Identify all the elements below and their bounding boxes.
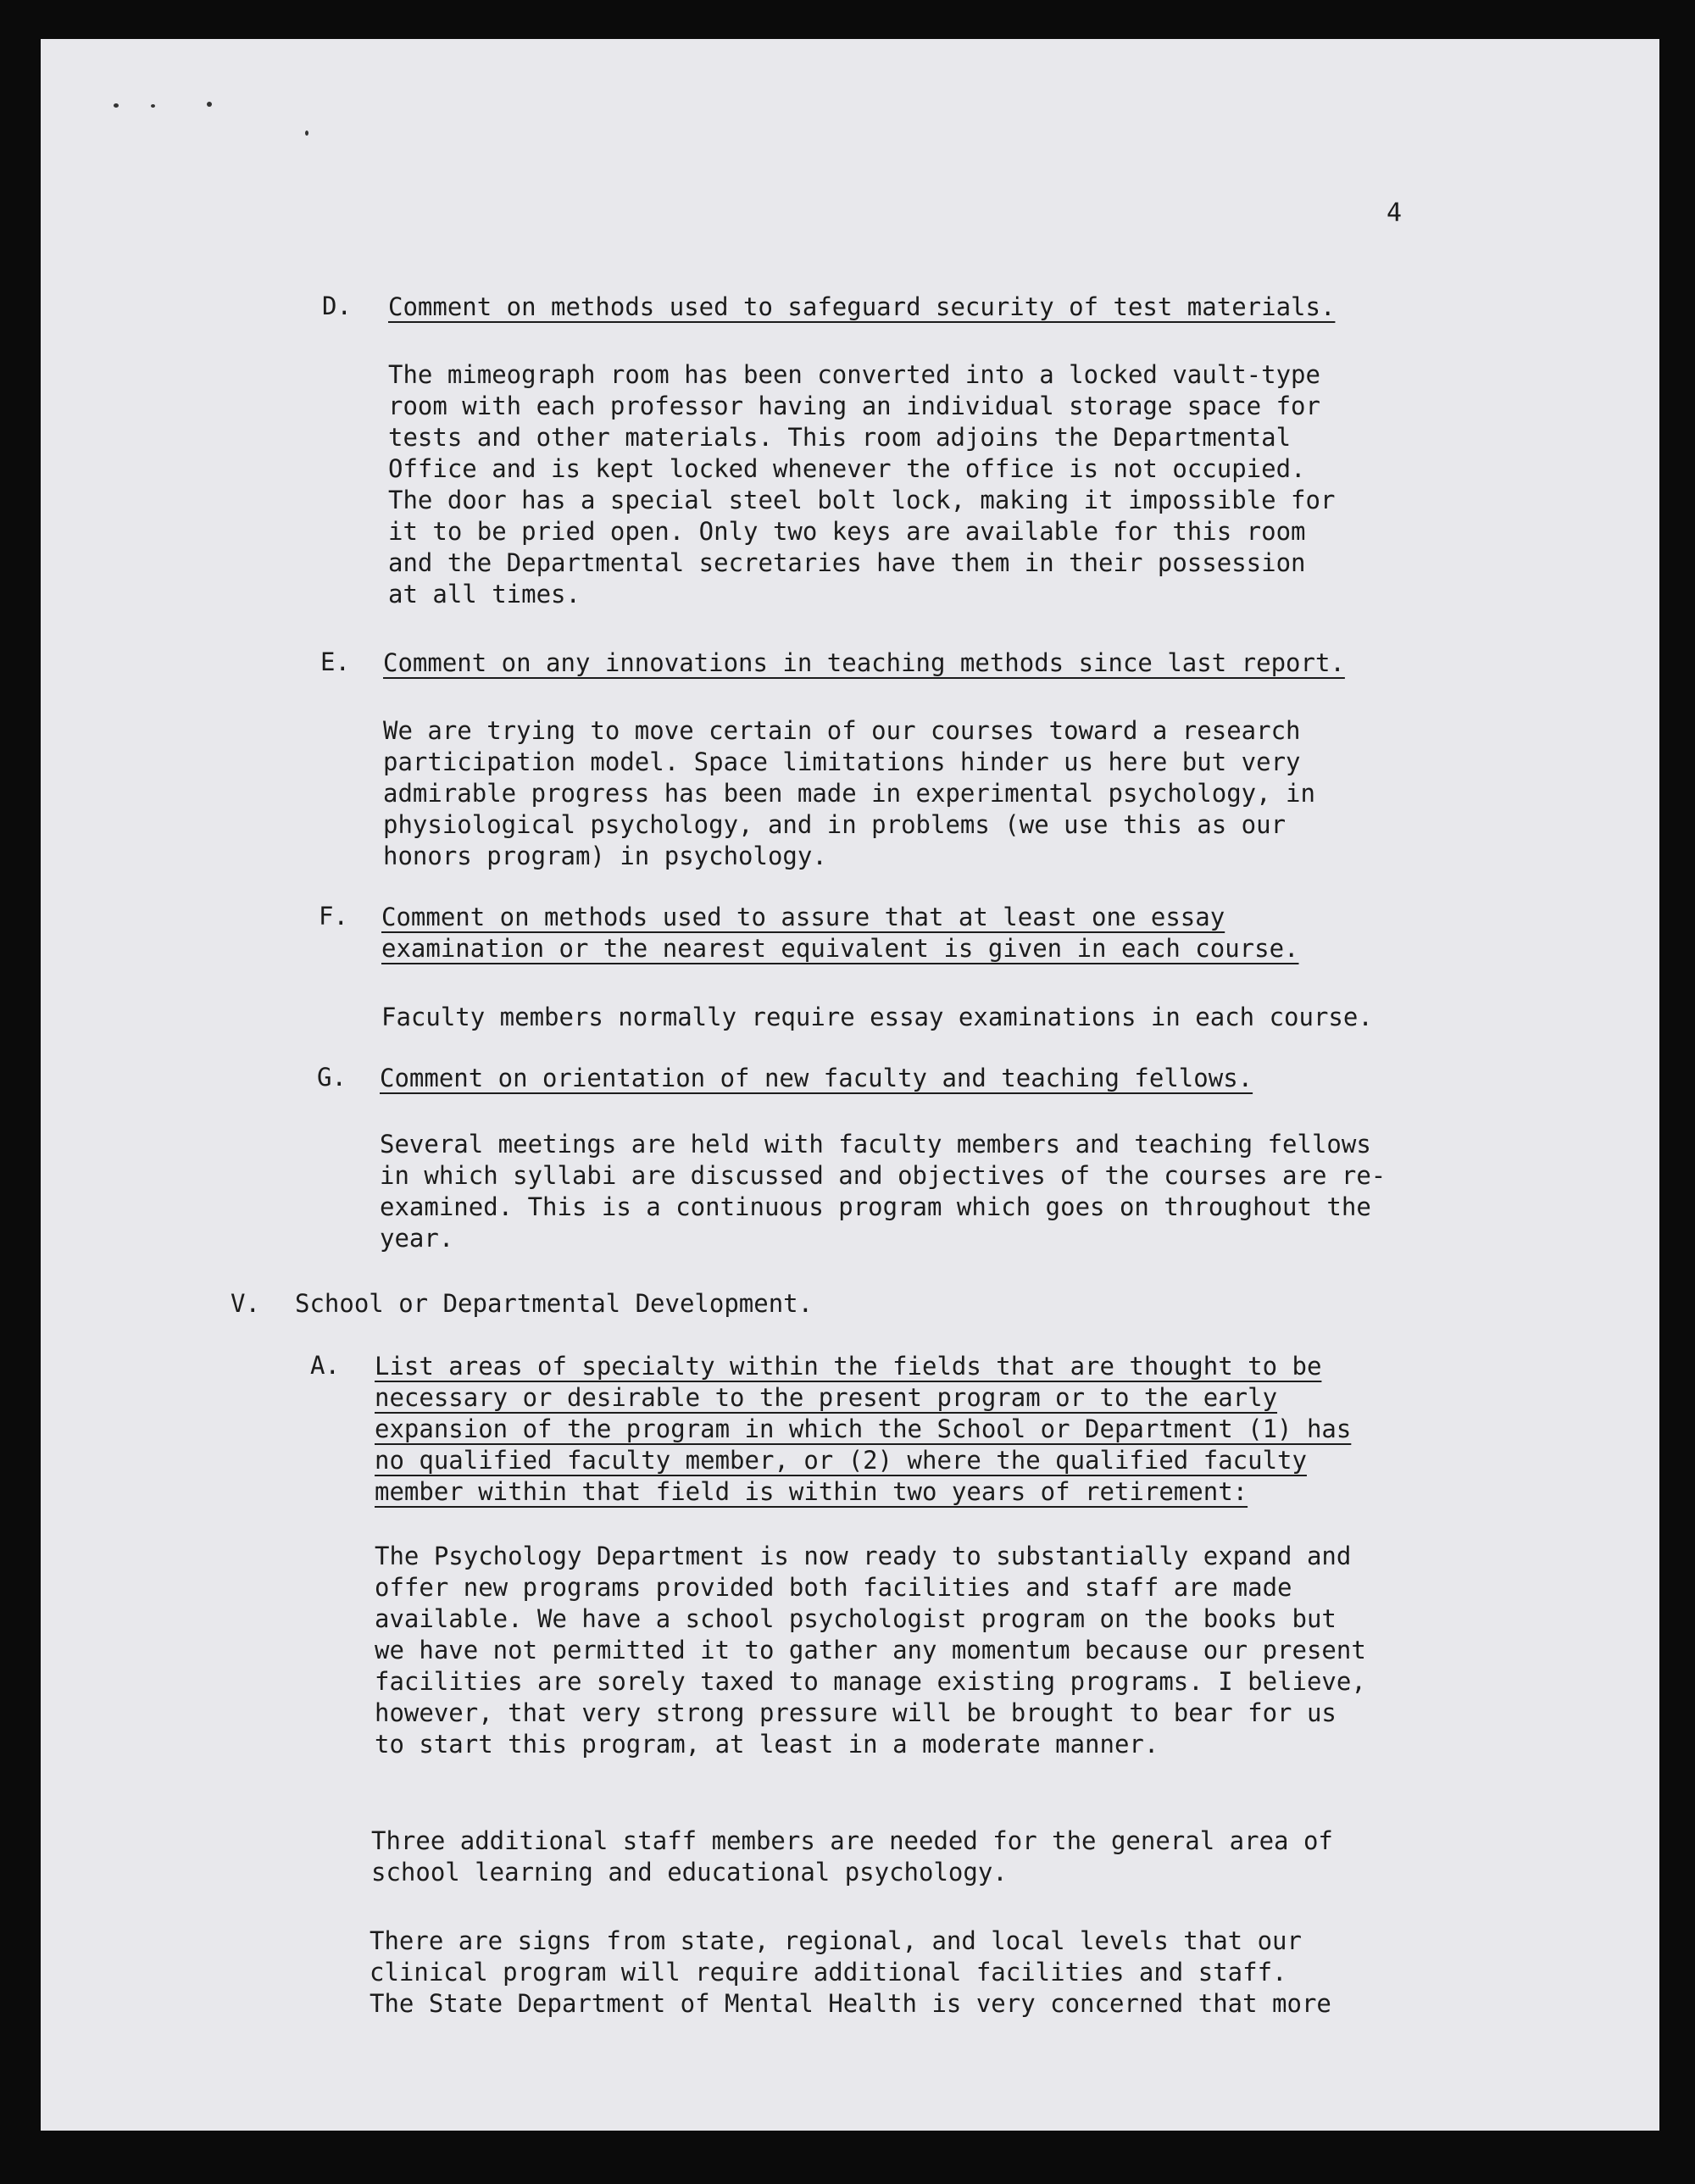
scan-speck bbox=[207, 102, 212, 107]
heading-line: Comment on any innovations in teaching methods since last report. bbox=[383, 648, 1345, 677]
heading-line: Comment on methods used to assure that at least one essay bbox=[381, 903, 1225, 931]
text-line: facilities are sorely taxed to manage existing programs. I believe, bbox=[375, 1667, 1366, 1696]
text-line: The door has a special steel bolt lock, making it impossible for bbox=[388, 486, 1336, 514]
heading-v-a bbox=[375, 1351, 1351, 1508]
item-letter-g: G. bbox=[317, 1063, 347, 1092]
text-line: Several meetings are held with faculty members and teaching fellows bbox=[380, 1130, 1371, 1159]
item-letter-e: E. bbox=[320, 647, 350, 676]
heading-line: examination or the nearest equivalent is given in each course. bbox=[381, 934, 1299, 963]
text-line: school learning and educational psychology. bbox=[371, 1858, 1008, 1887]
heading-g bbox=[380, 1063, 1253, 1094]
text-line: Office and is kept locked whenever the office is not occupied. bbox=[388, 454, 1306, 483]
text-line: however, that very strong pressure will be brought to bear for us bbox=[375, 1698, 1337, 1727]
paragraph-e bbox=[383, 715, 1315, 872]
text-line: in which syllabi are discussed and objectives of the courses are re- bbox=[380, 1161, 1387, 1190]
section-v-title: School or Departmental Development. bbox=[295, 1289, 814, 1318]
heading-line: Comment on methods used to safeguard security of test materials. bbox=[388, 292, 1336, 321]
heading-line: expansion of the program in which the School or Department (1) has bbox=[375, 1414, 1352, 1443]
scan-speck bbox=[151, 104, 155, 108]
text-line: The Psychology Department is now ready to substantially expand and bbox=[375, 1542, 1352, 1570]
page-number: 4 bbox=[1387, 198, 1403, 228]
heading-d bbox=[388, 292, 1335, 323]
text-line: There are signs from state, regional, and local levels that our bbox=[370, 1926, 1302, 1955]
text-line: clinical program will require additional facilities and staff. bbox=[370, 1958, 1287, 1987]
paragraph-v-a-3 bbox=[370, 1926, 1331, 2020]
heading-line: no qualified faculty member, or (2) where the qualified faculty bbox=[375, 1446, 1307, 1475]
text-line: to start this program, at least in a moderate manner. bbox=[375, 1730, 1159, 1759]
scan-speck bbox=[305, 131, 308, 136]
text-line: year. bbox=[380, 1224, 454, 1253]
heading-f bbox=[381, 902, 1299, 964]
item-letter-d: D. bbox=[322, 292, 352, 320]
paragraph-f bbox=[381, 1002, 1373, 1033]
document-page bbox=[41, 39, 1659, 2131]
text-line: We are trying to move certain of our courses toward a research bbox=[383, 716, 1301, 745]
section-v-label: V. bbox=[231, 1289, 260, 1318]
text-line: room with each professor having an individual storage space for bbox=[388, 392, 1320, 420]
text-line: admirable progress has been made in experimental psychology, in bbox=[383, 779, 1315, 808]
text-line: examined. This is a continuous program which goes on throughout the bbox=[380, 1192, 1371, 1221]
text-line: at all times. bbox=[388, 580, 581, 609]
text-line: Faculty members normally require essay examinations in each course. bbox=[381, 1003, 1373, 1031]
text-line: offer new programs provided both facilities and staff are made bbox=[375, 1573, 1292, 1602]
text-line: physiological psychology, and in problems (we use this as our bbox=[383, 810, 1287, 839]
text-line: and the Departmental secretaries have them in their possession bbox=[388, 548, 1306, 577]
paragraph-v-a-2 bbox=[371, 1826, 1333, 1888]
heading-line: member within that field is within two years of retirement: bbox=[375, 1477, 1248, 1506]
heading-line: necessary or desirable to the present program or to the early bbox=[375, 1383, 1278, 1412]
paragraph-v-a-1 bbox=[375, 1541, 1366, 1760]
text-line: Three additional staff members are needed for the general area of bbox=[371, 1826, 1333, 1855]
heading-line: List areas of specialty within the fields that are thought to be bbox=[375, 1352, 1322, 1381]
item-letter-f: F. bbox=[319, 902, 348, 931]
text-line: honors program) in psychology. bbox=[383, 842, 827, 870]
text-line: The State Department of Mental Health is very concerned that more bbox=[370, 1989, 1331, 2018]
text-line: available. We have a school psychologist program on the books but bbox=[375, 1604, 1337, 1633]
heading-e bbox=[383, 647, 1345, 679]
heading-line: Comment on orientation of new faculty and teaching fellows. bbox=[380, 1064, 1253, 1092]
text-line: participation model. Space limitations hinder us here but very bbox=[383, 747, 1301, 776]
paragraph-g bbox=[380, 1129, 1386, 1254]
item-letter-v-a: A. bbox=[310, 1351, 340, 1380]
paragraph-d bbox=[388, 359, 1335, 610]
text-line: The mimeograph room has been converted into a locked vault-type bbox=[388, 360, 1320, 389]
scan-speck bbox=[114, 103, 119, 108]
text-line: we have not permitted it to gather any momentum because our present bbox=[375, 1636, 1366, 1664]
text-line: it to be pried open. Only two keys are available for this room bbox=[388, 517, 1306, 546]
text-line: tests and other materials. This room adjoins the Departmental bbox=[388, 423, 1292, 452]
